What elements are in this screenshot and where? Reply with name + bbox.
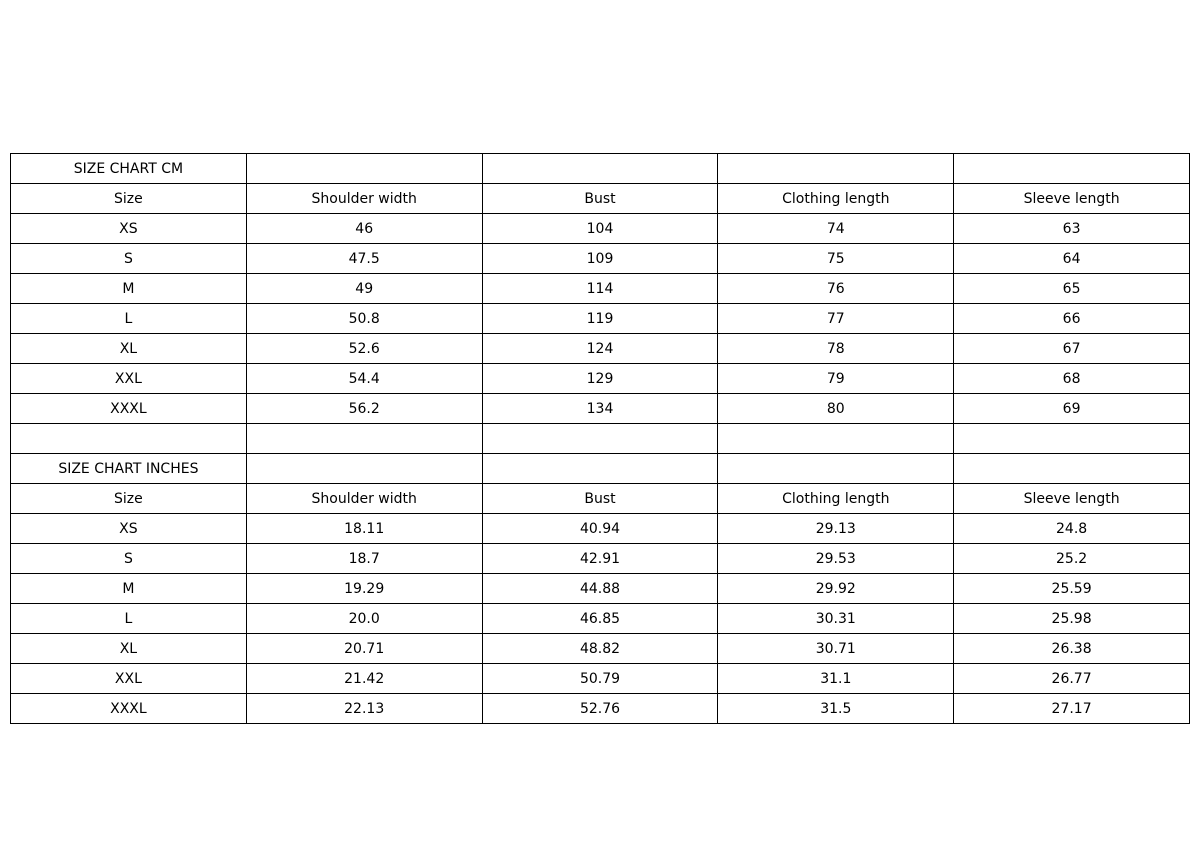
table-cell: 52.6 [246,334,482,364]
table-row [11,544,1190,574]
table-cell: 114 [482,274,718,304]
table-row [11,214,1190,244]
table-cell: 26.38 [954,634,1190,664]
table-row [11,424,1190,454]
table-row [11,484,1190,514]
table-cell: 46.85 [482,604,718,634]
table-cell: 21.42 [246,664,482,694]
table-cell [954,154,1190,184]
table-cell: SIZE CHART INCHES [11,454,247,484]
table-cell [482,154,718,184]
table-cell: 67 [954,334,1190,364]
table-row [11,514,1190,544]
table-row [11,664,1190,694]
table-cell: 104 [482,214,718,244]
table-cell: 26.77 [954,664,1190,694]
table-cell: 74 [718,214,954,244]
table-cell [482,454,718,484]
table-cell: 76 [718,274,954,304]
table-cell: 54.4 [246,364,482,394]
table-cell: 22.13 [246,694,482,724]
table-cell [954,454,1190,484]
size-chart-table [10,153,1190,724]
table-cell: Bust [482,184,718,214]
table-cell: L [11,304,247,334]
table-cell: Clothing length [718,184,954,214]
table-cell: 65 [954,274,1190,304]
table-row [11,184,1190,214]
table-cell: 31.1 [718,664,954,694]
table-cell [246,424,482,454]
table-cell: 47.5 [246,244,482,274]
table-cell [718,154,954,184]
table-cell: SIZE CHART CM [11,154,247,184]
table-row [11,334,1190,364]
table-row [11,274,1190,304]
table-cell [482,424,718,454]
table-cell: Bust [482,484,718,514]
table-cell [718,424,954,454]
table-row [11,244,1190,274]
table-cell: XXXL [11,694,247,724]
table-cell: Sleeve length [954,184,1190,214]
table-cell: XS [11,514,247,544]
table-cell: 46 [246,214,482,244]
table-cell: Shoulder width [246,484,482,514]
table-cell: 56.2 [246,394,482,424]
table-cell: 49 [246,274,482,304]
table-cell: 134 [482,394,718,424]
table-cell: M [11,574,247,604]
table-cell: 25.2 [954,544,1190,574]
table-row [11,154,1190,184]
table-cell: Clothing length [718,484,954,514]
table-cell: M [11,274,247,304]
table-cell: 78 [718,334,954,364]
table-cell: 24.8 [954,514,1190,544]
table-cell: 79 [718,364,954,394]
table-cell: 109 [482,244,718,274]
table-cell: XXL [11,664,247,694]
table-cell: XS [11,214,247,244]
table-cell: 25.59 [954,574,1190,604]
table-cell: 31.5 [718,694,954,724]
table-cell: S [11,544,247,574]
table-cell: XXXL [11,394,247,424]
table-cell: 44.88 [482,574,718,604]
table-cell: Size [11,184,247,214]
table-cell: 20.71 [246,634,482,664]
table-cell: 50.79 [482,664,718,694]
table-row [11,304,1190,334]
table-cell: 29.92 [718,574,954,604]
table-cell: L [11,604,247,634]
table-cell: Sleeve length [954,484,1190,514]
table-row [11,694,1190,724]
table-row [11,394,1190,424]
table-cell: 40.94 [482,514,718,544]
table-row [11,574,1190,604]
table-cell: XL [11,634,247,664]
table-cell [246,154,482,184]
table-cell: XXL [11,364,247,394]
table-cell: 48.82 [482,634,718,664]
table-cell: 124 [482,334,718,364]
table-cell: 42.91 [482,544,718,574]
table-cell [718,454,954,484]
size-chart-table-body [11,154,1190,724]
table-cell: 77 [718,304,954,334]
table-cell: XL [11,334,247,364]
table-row [11,364,1190,394]
table-cell [11,424,247,454]
table-cell: 30.31 [718,604,954,634]
table-cell: 29.53 [718,544,954,574]
table-cell: 30.71 [718,634,954,664]
table-cell: Size [11,484,247,514]
table-cell: 18.11 [246,514,482,544]
table-row [11,604,1190,634]
table-cell [954,424,1190,454]
table-cell: 52.76 [482,694,718,724]
table-cell: 25.98 [954,604,1190,634]
table-cell: 80 [718,394,954,424]
table-cell: 129 [482,364,718,394]
table-row [11,634,1190,664]
table-cell: 18.7 [246,544,482,574]
table-cell: 63 [954,214,1190,244]
table-cell: 75 [718,244,954,274]
table-cell: 66 [954,304,1190,334]
table-cell: 119 [482,304,718,334]
table-cell: 29.13 [718,514,954,544]
table-cell: 69 [954,394,1190,424]
table-cell: 19.29 [246,574,482,604]
table-cell: Shoulder width [246,184,482,214]
table-row [11,454,1190,484]
table-cell: 64 [954,244,1190,274]
table-cell: 20.0 [246,604,482,634]
table-cell: 50.8 [246,304,482,334]
table-cell: 27.17 [954,694,1190,724]
table-cell: 68 [954,364,1190,394]
table-cell [246,454,482,484]
table-cell: S [11,244,247,274]
